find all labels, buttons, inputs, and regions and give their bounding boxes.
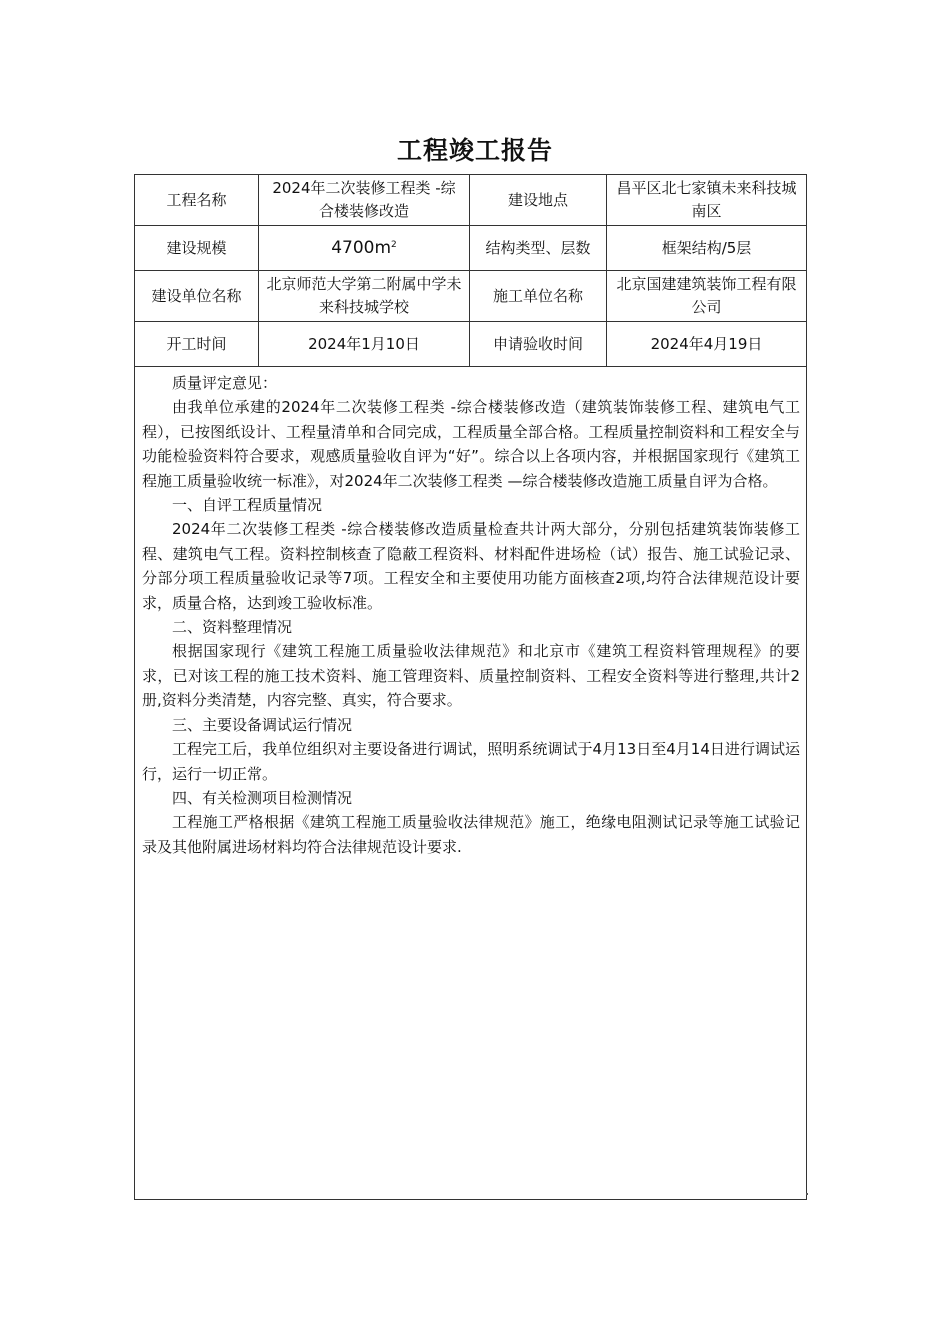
value-construction-site: 昌平区北七家镇未来科技城南区 bbox=[607, 175, 807, 226]
value-project-name: 2024年二次装修工程类 -综合楼装修改造 bbox=[259, 175, 470, 226]
section-2-body: 根据国家现行《建筑工程施工质量验收法律规范》和北京市《建筑工程资料管理规程》的要求，已对该工程的施工技术资料、施工管理资料、质量控制资料、工程安全资料等进行整理,共计2册,资料分类清楚，内容完整、真实，符合要求。 bbox=[142, 642, 800, 710]
section-3-title: 三、主要设备调试运行情况 bbox=[172, 715, 353, 734]
table-row-units bbox=[135, 271, 807, 322]
value-start-date: 2024年1月10日 bbox=[259, 322, 470, 367]
scale-number: 4700m bbox=[331, 237, 392, 258]
value-contractor-unit: 北京国建建筑装饰工程有限公司 bbox=[607, 271, 807, 322]
section-1-title: 一、自评工程质量情况 bbox=[172, 496, 323, 515]
label-structure-type: 结构类型、层数 bbox=[470, 226, 607, 271]
page-title: 工程竣工报告 bbox=[396, 136, 553, 165]
table-row-opinion bbox=[135, 367, 807, 1200]
label-acceptance-date: 申请验收时间 bbox=[470, 322, 607, 367]
table-row-project-name bbox=[135, 175, 807, 226]
section-4-title: 四、有关检测项目检测情况 bbox=[172, 788, 353, 807]
label-owner-unit: 建设单位名称 bbox=[135, 271, 259, 322]
value-acceptance-date: 2024年4月19日 bbox=[607, 322, 807, 367]
quality-opinion-cell bbox=[135, 367, 807, 1200]
table-row-dates bbox=[135, 322, 807, 367]
section-3-body: 工程完工后，我单位组织对主要设备进行调试，照明系统调试于4月13日至4月14日进行调试运行，运行一切正常。 bbox=[142, 740, 800, 783]
label-construction-site: 建设地点 bbox=[470, 175, 607, 226]
section-4-body: 工程施工严格根据《建筑工程施工质量验收法律规范》施工，绝缘电阻测试记录等施工试验记录及其他附属进场材料均符合法律规范设计要求. bbox=[142, 813, 800, 856]
label-contractor-unit: 施工单位名称 bbox=[470, 271, 607, 322]
table-row-scale bbox=[135, 226, 807, 271]
value-construction-scale bbox=[259, 226, 470, 271]
label-start-date: 开工时间 bbox=[135, 322, 259, 367]
label-project-name: 工程名称 bbox=[135, 175, 259, 226]
opinion-heading: 质量评定意见： bbox=[172, 374, 278, 392]
section-1-body: 2024年二次装修工程类 -综合楼装修改造质量检查共计两大部分，分别包括建筑装饰装修工程、建筑电气工程。资料控制核查了隐蔽工程资料、材料配件进场检（试）报告、施工试验记录、分部分项工程质量验收记录等7项。工程安全和主要使用功能方面核查2项,均符合法律规范设计要求，质量合格，达到竣工验收标准。 bbox=[142, 520, 800, 612]
value-owner-unit: 北京师范大学第二附属中学未来科技城学校 bbox=[259, 271, 470, 322]
report-table bbox=[134, 174, 807, 1200]
table-corner-mark bbox=[806, 1193, 808, 1195]
opinion-intro: 由我单位承建的2024年二次装修工程类 -综合楼装修改造（建筑装饰装修工程、建筑电气工程），已按图纸设计、工程量清单和合同完成，工程质量全部合格。工程质量控制资料和工程安全与功能检验资料符合要求，观感质量验收自评为“好”。综合以上各项内容，并根据国家现行《建筑工程施工质量验收统一标准》，对2024年二次装修工程类 —综合楼装修改造施工质量自评为合格。 bbox=[142, 398, 800, 490]
label-construction-scale: 建设规模 bbox=[135, 226, 259, 271]
section-2-title: 二、资料整理情况 bbox=[172, 618, 293, 637]
value-structure-type: 框架结构/5层 bbox=[607, 226, 807, 271]
scale-unit-superscript: 2 bbox=[391, 239, 397, 250]
